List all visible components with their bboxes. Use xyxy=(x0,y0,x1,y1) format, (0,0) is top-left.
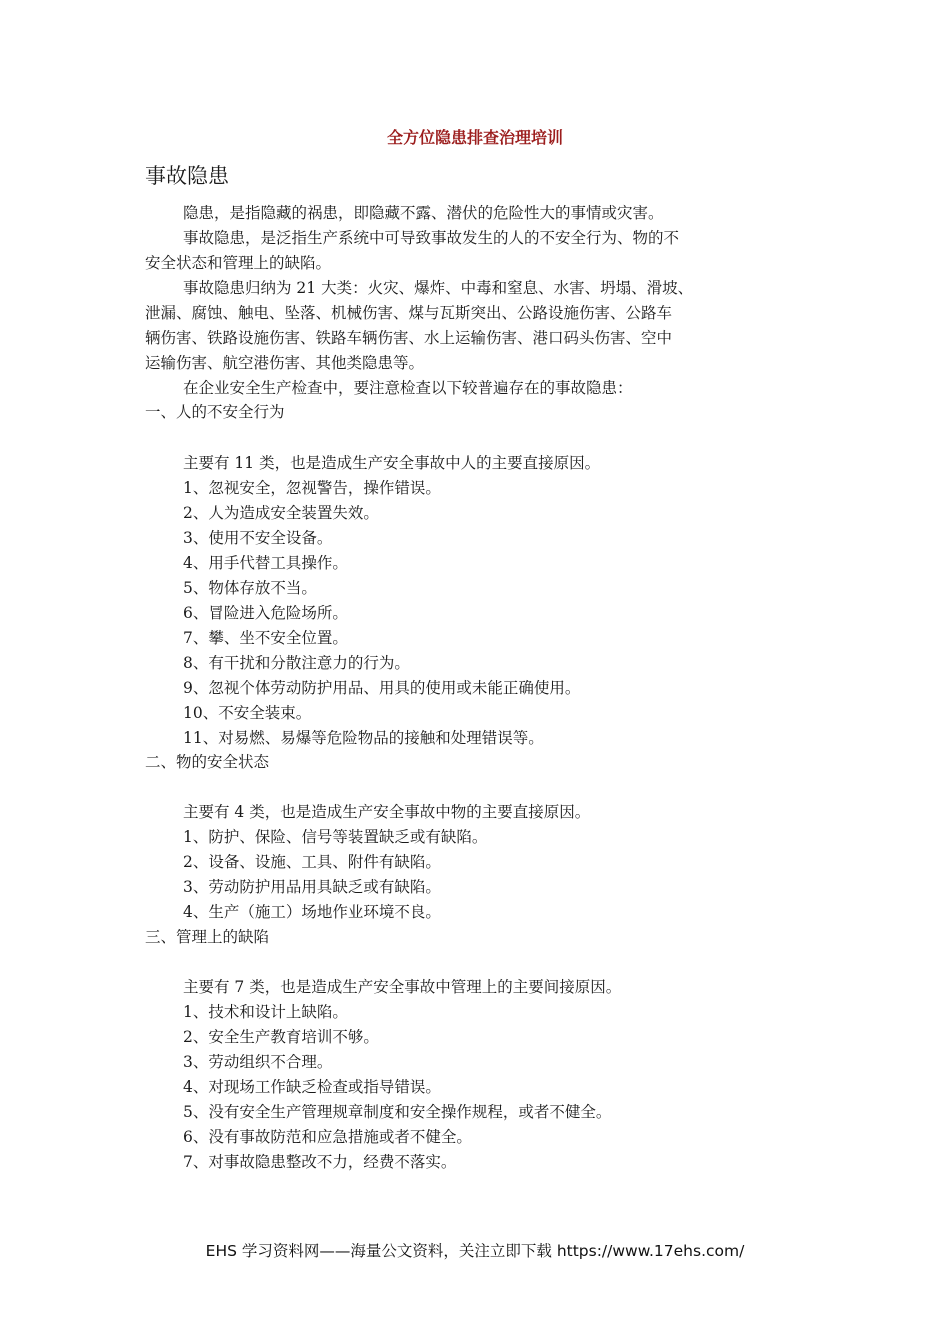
list-item: 9、忽视个体劳动防护用品、用具的使用或未能正确使用。 xyxy=(183,679,581,697)
category-summary: 主要有 7 类，也是造成生产安全事故中管理上的主要间接原因。 xyxy=(183,978,622,996)
section-heading: 事故隐患 xyxy=(145,164,229,188)
list-item: 2、设备、设施、工具、附件有缺陷。 xyxy=(183,853,441,871)
list-item: 5、没有安全生产管理规章制度和安全操作规程，或者不健全。 xyxy=(183,1103,612,1121)
category-summary: 主要有 11 类，也是造成生产安全事故中人的主要直接原因。 xyxy=(183,454,601,472)
list-item: 6、没有事故防范和应急措施或者不健全。 xyxy=(183,1128,472,1146)
list-item: 3、劳动组织不合理。 xyxy=(183,1053,333,1071)
list-item: 3、使用不安全设备。 xyxy=(183,529,333,547)
list-item: 4、用手代替工具操作。 xyxy=(183,554,348,572)
list-item: 10、不安全装束。 xyxy=(183,704,312,722)
list-item: 7、对事故隐患整改不力，经费不落实。 xyxy=(183,1153,457,1171)
list-item: 2、人为造成安全装置失效。 xyxy=(183,504,379,522)
category-heading: 三、管理上的缺陷 xyxy=(145,928,270,946)
intro-paragraph: 事故隐患，是泛指生产系统中可导致事故发生的人的不安全行为、物的不 xyxy=(183,229,680,247)
intro-paragraph: 事故隐患归纳为 21 大类：火灾、爆炸、中毒和窒息、水害、坍塌、滑坡、 xyxy=(183,279,694,297)
category-summary: 主要有 4 类，也是造成生产安全事故中物的主要直接原因。 xyxy=(183,803,591,821)
list-item: 3、劳动防护用品用具缺乏或有缺陷。 xyxy=(183,878,441,896)
page-footer: EHS 学习资料网——海量公文资料，关注立即下载 https://www.17ehs.com/ xyxy=(205,1242,745,1260)
list-item: 2、安全生产教育培训不够。 xyxy=(183,1028,379,1046)
list-item: 11、对易燃、易爆等危险物品的接触和处理错误等。 xyxy=(183,729,544,747)
page-title: 全方位隐患排查治理培训 xyxy=(386,128,563,147)
category-heading: 二、物的安全状态 xyxy=(145,753,270,771)
intro-paragraph: 泄漏、腐蚀、触电、坠落、机械伤害、煤与瓦斯突出、公路设施伤害、公路车 xyxy=(145,304,673,322)
list-item: 1、忽视安全，忽视警告，操作错误。 xyxy=(183,479,441,497)
list-item: 1、防护、保险、信号等装置缺乏或有缺陷。 xyxy=(183,828,488,846)
intro-paragraph: 安全状态和管理上的缺陷。 xyxy=(145,254,332,272)
intro-paragraph: 运输伤害、航空港伤害、其他类隐患等。 xyxy=(145,354,425,372)
list-item: 4、生产（施工）场地作业环境不良。 xyxy=(183,903,441,921)
list-item: 1、技术和设计上缺陷。 xyxy=(183,1003,348,1021)
category-heading: 一、人的不安全行为 xyxy=(145,403,285,421)
list-item: 8、有干扰和分散注意力的行为。 xyxy=(183,654,410,672)
intro-paragraph: 隐患，是指隐藏的祸患，即隐藏不露、潜伏的危险性大的事情或灾害。 xyxy=(183,204,664,222)
list-item: 6、冒险进入危险场所。 xyxy=(183,604,348,622)
intro-paragraph: 在企业安全生产检查中，要注意检查以下较普遍存在的事故隐患： xyxy=(183,379,633,397)
intro-paragraph: 辆伤害、铁路设施伤害、铁路车辆伤害、水上运输伤害、港口码头伤害、空中 xyxy=(145,329,673,347)
list-item: 7、攀、坐不安全位置。 xyxy=(183,629,348,647)
list-item: 4、对现场工作缺乏检查或指导错误。 xyxy=(183,1078,441,1096)
list-item: 5、物体存放不当。 xyxy=(183,579,317,597)
